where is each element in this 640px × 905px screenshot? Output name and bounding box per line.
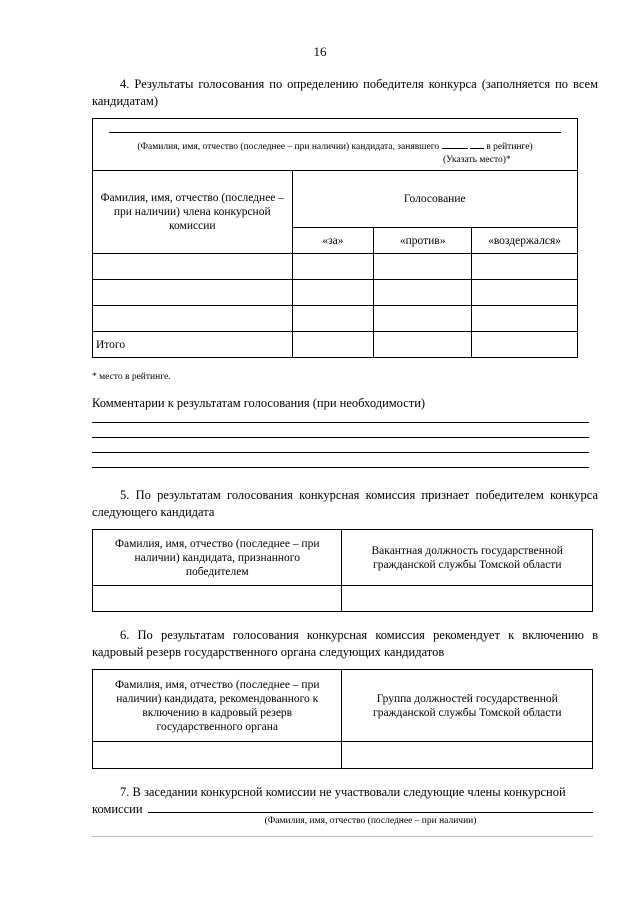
candidate-caption-end: в рейтинге) <box>486 142 533 152</box>
against-cell[interactable] <box>374 254 472 280</box>
winner-table <box>92 529 593 612</box>
comment-line[interactable] <box>92 437 589 438</box>
reserve-table <box>92 669 593 769</box>
absent-members-line-2[interactable] <box>92 836 593 837</box>
member-cell[interactable] <box>93 254 293 280</box>
winner-name-header: Фамилия, имя, отчество (последнее – при наличии) кандидата, признанного победителем <box>93 530 342 586</box>
total-for-cell[interactable] <box>292 332 374 358</box>
abstain-cell[interactable] <box>472 254 578 280</box>
absent-members-caption: (Фамилия, имя, отчество (последнее – при наличии) <box>264 816 477 826</box>
total-against-cell[interactable] <box>374 332 472 358</box>
vacant-position-header: Вакантная должность государственной гражданской службы Томской области <box>342 530 593 586</box>
vote-against-header: «против» <box>374 228 472 254</box>
total-abstain-cell[interactable] <box>472 332 578 358</box>
section-7-heading <box>92 784 598 801</box>
candidate-caption: (Фамилия, имя, отчество (последнее – при наличии) кандидата, занявшего <box>137 142 440 152</box>
comment-line[interactable] <box>92 467 589 468</box>
member-column-header: Фамилия, имя, отчество (последнее – при наличии) члена конкурсной комиссии <box>93 171 293 254</box>
reserve-candidate-header: Фамилия, имя, отчество (последнее – при наличии) кандидата, рекомендованного к включению в кадровый резерв государственного органа <box>93 670 342 742</box>
against-cell[interactable] <box>374 280 472 306</box>
section-5-heading-text: 5. По результатам голосования конкурсная комиссия признает победителем конкурса следующего кандидата <box>92 488 598 519</box>
table-row <box>93 254 578 280</box>
candidate-header-cell <box>93 119 578 171</box>
footnote: * место в рейтинге. <box>92 372 171 382</box>
voting-results-table <box>92 118 578 358</box>
section-4-heading-text: 4. Результаты голосования по определению победителя конкурса (заполняется по всем кандидатам) <box>92 77 598 108</box>
rank-blank-2[interactable] <box>470 148 484 149</box>
position-group-header: Группа должностей государственной гражданской службы Томской области <box>342 670 593 742</box>
abstain-cell[interactable] <box>472 280 578 306</box>
vote-abstain-header: «воздержался» <box>472 228 578 254</box>
table-row <box>93 280 578 306</box>
reserve-candidate-cell[interactable] <box>93 742 342 769</box>
winner-name-cell[interactable] <box>93 586 342 612</box>
for-cell[interactable] <box>292 254 374 280</box>
vacant-position-cell[interactable] <box>342 586 593 612</box>
table-row <box>93 742 593 769</box>
comment-line[interactable] <box>92 422 589 423</box>
table-row <box>93 586 593 612</box>
position-group-cell[interactable] <box>342 742 593 769</box>
section-7-continuation: комиссии <box>92 802 143 816</box>
voting-column-header: Голосование <box>292 171 577 228</box>
page-number: 16 <box>313 44 327 59</box>
section-7-heading-text: 7. В заседании конкурсной комиссии не участвовали следующие члены конкурсной <box>120 785 566 799</box>
rank-blank-1[interactable] <box>442 148 468 149</box>
section-6-heading-text: 6. По результатам голосования конкурсная комиссия рекомендует к включению в кадровый резерв государственного органа следующих кандидатов <box>92 628 598 659</box>
for-cell[interactable] <box>292 280 374 306</box>
absent-members-line[interactable] <box>148 812 593 813</box>
table-row <box>93 306 578 332</box>
vote-for-header: «за» <box>292 228 374 254</box>
total-label: Итого <box>93 332 293 358</box>
total-row <box>93 332 578 358</box>
candidate-name-line[interactable] <box>109 132 561 133</box>
member-cell[interactable] <box>93 280 293 306</box>
section-5-heading <box>92 487 598 521</box>
comment-line[interactable] <box>92 452 589 453</box>
comments-label: Комментарии к результатам голосования (при необходимости) <box>92 396 426 410</box>
for-cell[interactable] <box>292 306 374 332</box>
section-6-heading <box>92 627 598 661</box>
rank-caption: (Указать место)* <box>443 155 511 165</box>
abstain-cell[interactable] <box>472 306 578 332</box>
against-cell[interactable] <box>374 306 472 332</box>
section-4-heading <box>92 76 598 110</box>
member-cell[interactable] <box>93 306 293 332</box>
